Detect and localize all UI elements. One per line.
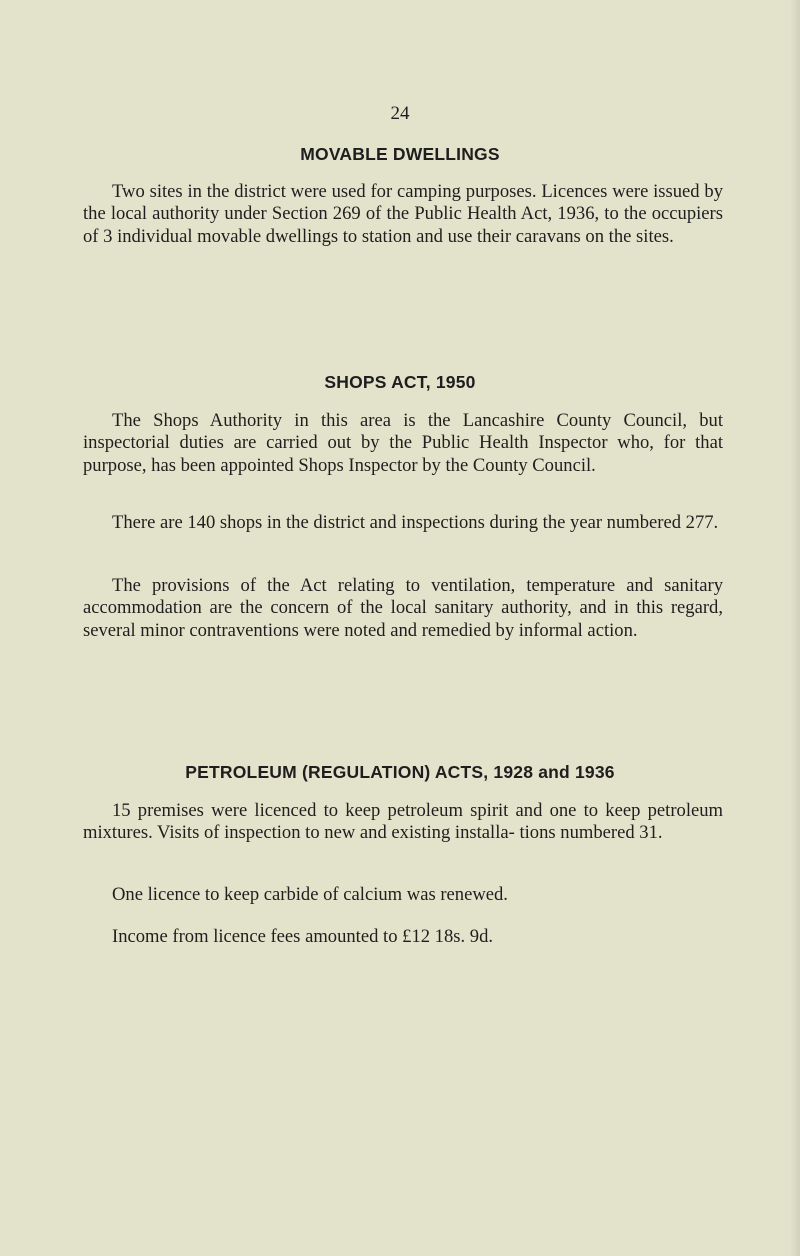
- paragraph-shops-count: There are 140 shops in the district and inspections during the year numbered 277.: [112, 512, 719, 533]
- paragraph-licence-income: Income from licence fees amounted to £12 18s. 9d.: [112, 926, 494, 947]
- page-edge-shadow: [790, 0, 800, 1256]
- heading-shops-act: SHOPS ACT, 1950: [324, 372, 476, 392]
- paragraph-carbide-licence: One licence to keep carbide of calcium was renewed.: [112, 884, 508, 905]
- paragraph-shops-provisions: The provisions of the Act relating to ventilation, temperature and sanitary accommodation are the concern of the local sanitary authority, and in this regard, several minor contraventions were noted and remedied by informal action.: [83, 575, 723, 641]
- paragraph-movable-dwellings: Two sites in the district were used for camping purposes. Licences were issued by the local authority under Section 269 of the Public Health Act, 1936, to the occupiers of 3 individual movable dwellings to station and use their caravans on the sites.: [83, 181, 723, 247]
- paragraph-shops-authority: The Shops Authority in this area is the Lancashire County Council, but inspectorial duties are carried out by the Public Health Inspector who, for that purpose, has been appointed Shops Inspector by the County Council.: [83, 410, 723, 476]
- page-number: 24: [390, 103, 410, 124]
- heading-movable-dwellings: MOVABLE DWELLINGS: [300, 144, 500, 164]
- heading-petroleum-acts: PETROLEUM (REGULATION) ACTS, 1928 and 1936: [185, 762, 615, 782]
- paragraph-petroleum-premises: 15 premises were licenced to keep petroleum spirit and one to keep petroleum mixtures. Visits of inspection to new and existing installa- tions numbered 31.: [83, 800, 723, 844]
